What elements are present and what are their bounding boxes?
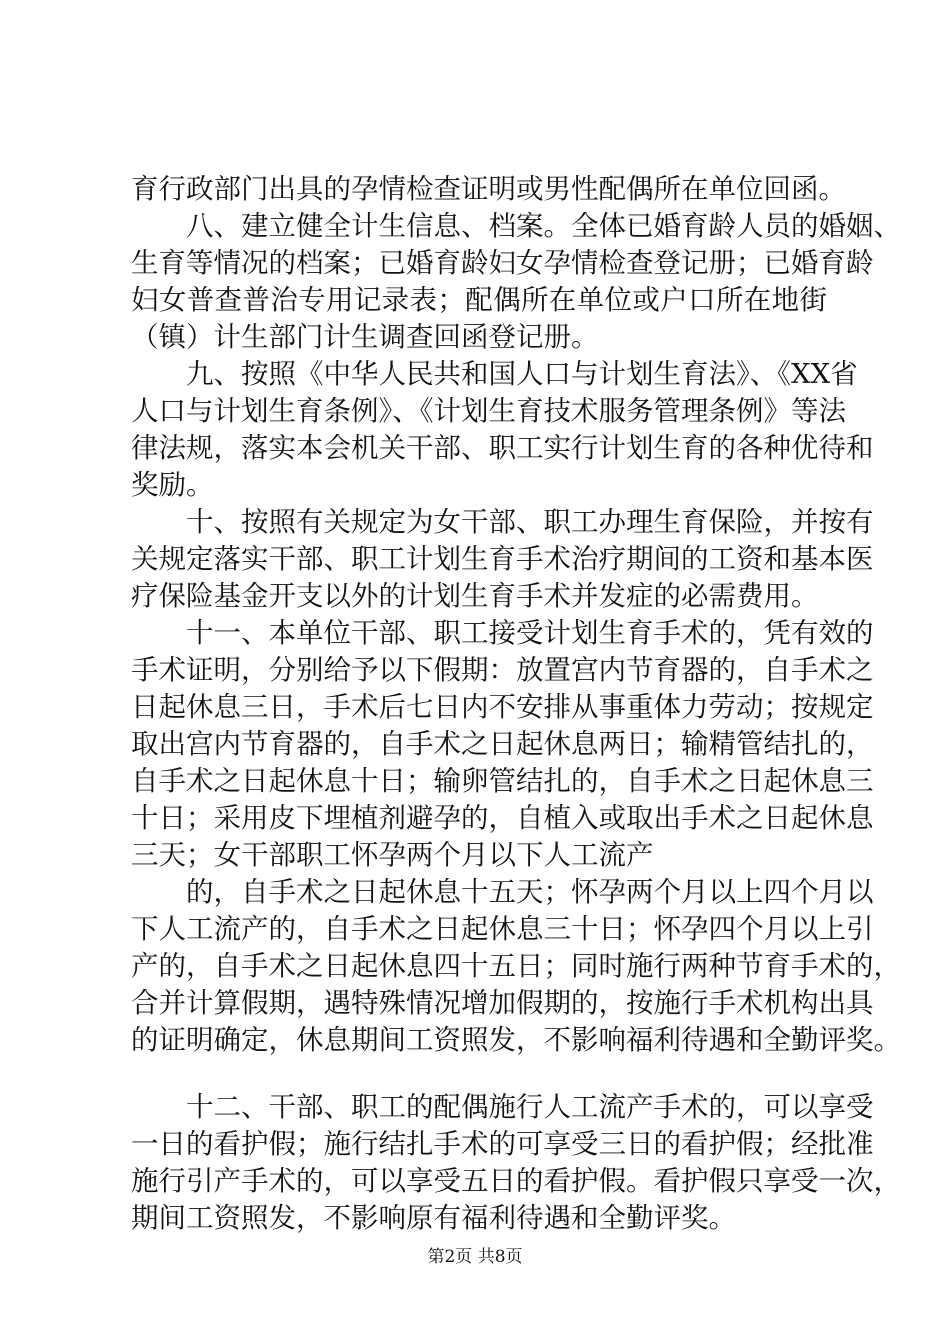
text-line: 九、按照《中华人民共和国人口与计划生育法》、《XX省 xyxy=(186,358,858,390)
text-line: 的，自手术之日起休息十五天；怀孕两个月以上四个月以 xyxy=(186,876,874,908)
text-line: 十、按照有关规定为女干部、职工办理生育保险，并按有 xyxy=(186,506,874,538)
text-line: 律法规，落实本会机关干部、职工实行计划生育的各种优待和 xyxy=(131,432,874,464)
text-line: 十一、本单位干部、职工接受计划生育手术的，凭有效的 xyxy=(186,617,874,649)
text-line: 人口与计划生育条例》、《计划生育技术服务管理条例》等法 xyxy=(131,395,846,427)
text-line: （镇）计生部门计生调查回函登记册。 xyxy=(131,321,599,353)
page-number-footer: 第2页 共8页 xyxy=(427,1247,523,1267)
text-line: 育行政部门出具的孕情检查证明或男性配偶所在单位回函。 xyxy=(131,173,846,205)
text-line: 妇女普查普治专用记录表；配偶所在单位或户口所在地街 xyxy=(131,284,827,316)
text-line: 生育等情况的档案；已婚育龄妇女孕情检查登记册；已婚育龄 xyxy=(131,247,874,279)
text-line: 的证明确定，休息期间工资照发，不影响福利待遇和全勤评奖。 xyxy=(131,1024,901,1056)
text-line: 八、建立健全计生信息、档案。全体已婚育龄人员的婚姻、 xyxy=(186,210,901,242)
text-line: 取出宫内节育器的，自手术之日起休息两日；输精管结扎的， xyxy=(131,728,874,760)
text-line: 十二、干部、职工的配偶施行人工流产手术的，可以享受 xyxy=(186,1091,874,1123)
text-line: 疗保险基金开支以外的计划生育手术并发症的必需费用。 xyxy=(131,580,819,612)
text-line: 合并计算假期，遇特殊情况增加假期的，按施行手术机构出具 xyxy=(131,987,874,1019)
text-line: 产的，自手术之日起休息四十五日；同时施行两种节育手术的， xyxy=(131,950,901,982)
text-line: 自手术之日起休息十日；输卵管结扎的，自手术之日起休息三 xyxy=(131,765,874,797)
text-line: 期间工资照发，不影响原有福利待遇和全勤评奖。 xyxy=(131,1202,736,1234)
text-line: 三天；女干部职工怀孕两个月以下人工流产 xyxy=(131,839,654,871)
text-line: 奖励。 xyxy=(131,469,214,501)
text-line: 日起休息三日，手术后七日内不安排从事重体力劳动；按规定 xyxy=(131,691,874,723)
text-line: 下人工流产的，自手术之日起休息三十日；怀孕四个月以上引 xyxy=(131,913,874,945)
text-line: 关规定落实干部、职工计划生育手术治疗期间的工资和基本医 xyxy=(131,543,874,575)
text-line: 一日的看护假；施行结扎手术的可享受三日的看护假；经批准 xyxy=(131,1128,874,1160)
text-line: 手术证明，分别给予以下假期：放置宫内节育器的，自手术之 xyxy=(131,654,874,686)
text-line: 施行引产手术的，可以享受五日的看护假。看护假只享受一次， xyxy=(131,1165,901,1197)
text-line: 十日；采用皮下埋植剂避孕的，自植入或取出手术之日起休息 xyxy=(131,802,874,834)
